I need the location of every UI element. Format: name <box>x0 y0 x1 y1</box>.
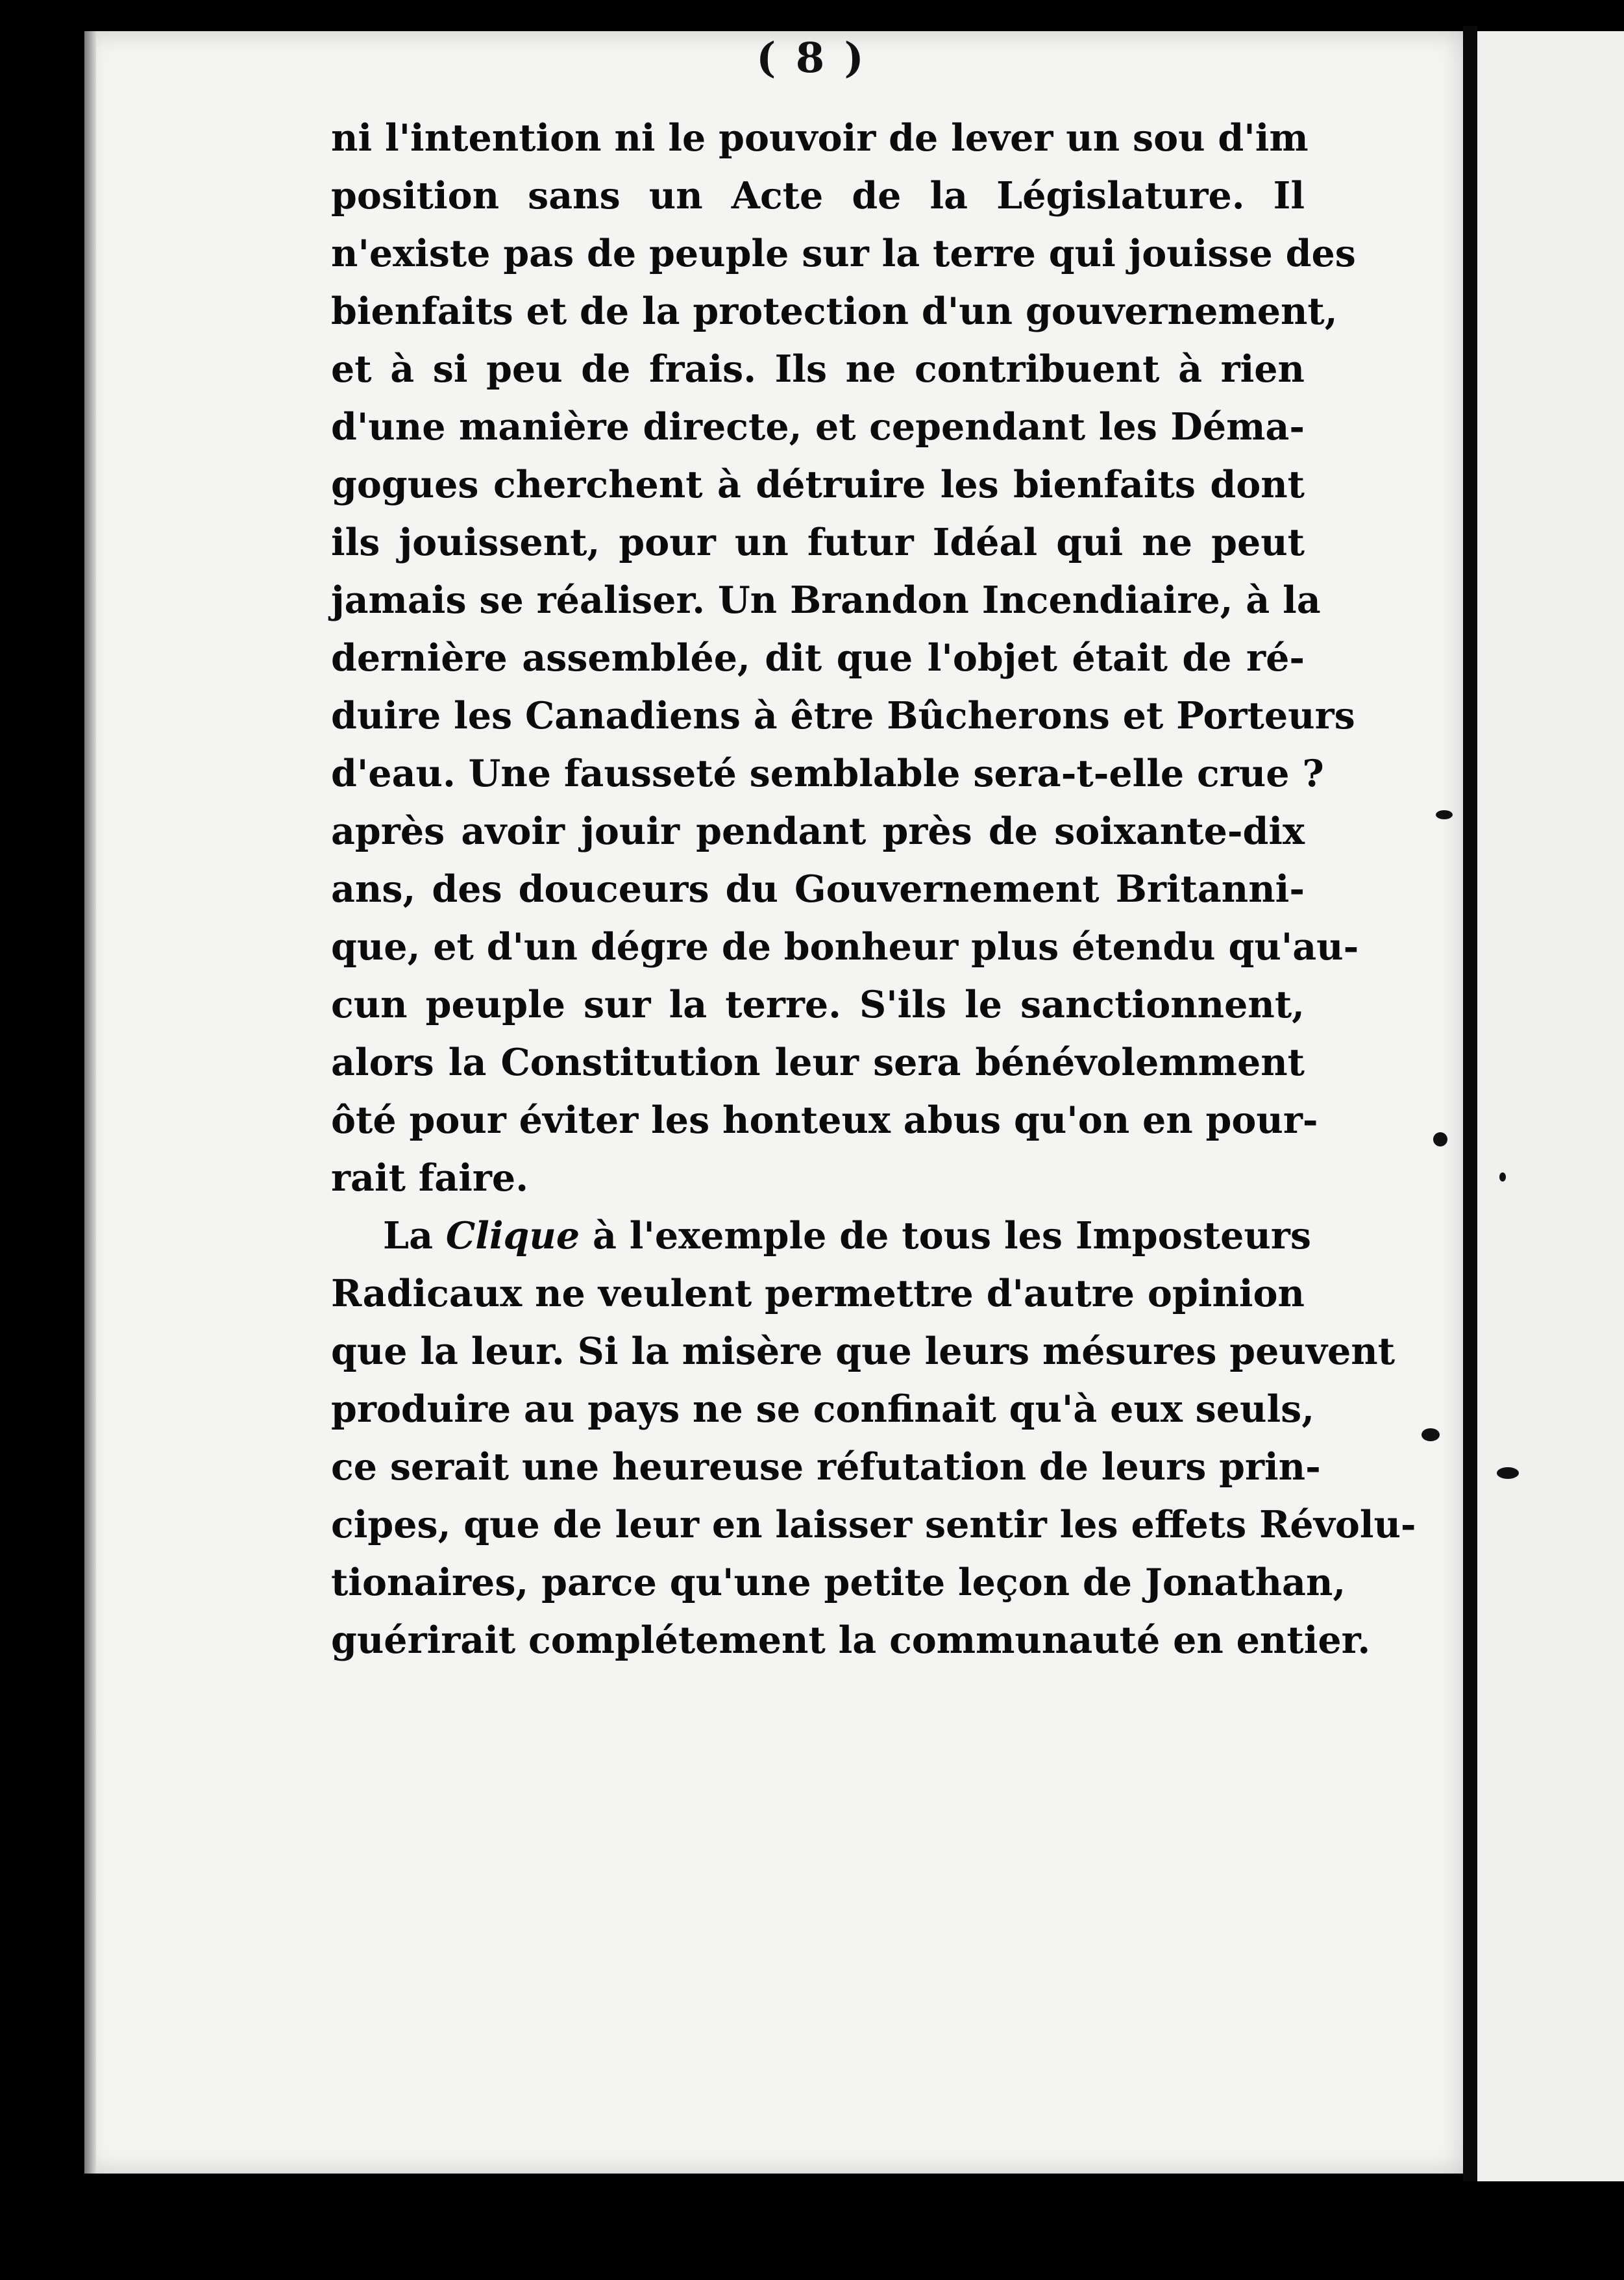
text-line-with-italic: La Clique à l'exemple de tous les Imposteurs <box>383 1214 1311 1258</box>
paragraph-2 <box>331 1207 1416 1669</box>
ink-fleck <box>1497 1467 1519 1479</box>
adjacent-page-strip <box>1477 31 1624 2181</box>
page-edge-shadow <box>84 31 96 2174</box>
text-line: bienfaits et de la protection d'un gouvernement, <box>331 290 1338 333</box>
ink-fleck <box>1421 1428 1440 1441</box>
italic-word: Clique <box>445 1214 580 1258</box>
page-number: ( 8 ) <box>756 34 867 82</box>
text-line: que la leur. Si la misère que leurs mésures peuvent <box>331 1330 1396 1373</box>
text-line: tionaires, parce qu'une petite leçon de Jonathan, <box>331 1561 1346 1604</box>
text-line: cun peuple sur la terre. S'ils le sanctionnent, <box>331 983 1305 1026</box>
text-line: d'eau. Une fausseté semblable sera-t-elle crue ? <box>331 752 1324 795</box>
text-line: et à si peu de frais. Ils ne contribuent à rien <box>331 347 1305 391</box>
body-text <box>331 109 1416 1669</box>
paragraph-1 <box>331 109 1359 1207</box>
binding-gutter <box>1463 26 1477 2181</box>
text-line: cipes, que de leur en laisser sentir les effets Révolu- <box>331 1503 1416 1546</box>
ink-fleck <box>1436 810 1453 819</box>
text-line: que, et d'un dégre de bonheur plus étendu qu'au- <box>331 925 1359 969</box>
text-line: jamais se réaliser. Un Brandon Incendiaire, à la <box>331 578 1321 622</box>
text-line: Radicaux ne veulent permettre d'autre opinion <box>331 1272 1305 1315</box>
text-line: dernière assemblée, dit que l'objet était de ré- <box>331 636 1305 680</box>
text-line: ôté pour éviter les honteux abus qu'on en pour- <box>331 1098 1318 1142</box>
text-line: ni l'intention ni le pouvoir de lever un sou d'im <box>331 116 1309 160</box>
text-line: ils jouissent, pour un futur Idéal qui ne peut <box>331 521 1305 564</box>
text-line: duire les Canadiens à être Bûcherons et Porteurs <box>331 694 1355 737</box>
text-line: ans, des douceurs du Gouvernement Britanni- <box>331 867 1305 911</box>
text-line: ce serait une heureuse réfutation de leurs prin- <box>331 1445 1321 1489</box>
text-line: position sans un Acte de la Législature. Il <box>331 174 1305 217</box>
text-line: alors la Constitution leur sera bénévolemment <box>331 1041 1305 1084</box>
text-line: gogues cherchent à détruire les bienfaits dont <box>331 463 1305 506</box>
text-line: après avoir jouir pendant près de soixante-dix <box>331 810 1305 853</box>
text-line: d'une manière directe, et cependant les Déma- <box>331 405 1305 449</box>
text-line: guérirait complétement la communauté en entier. <box>331 1618 1371 1662</box>
text-line: rait faire. <box>331 1156 529 1200</box>
text-line: n'existe pas de peuple sur la terre qui jouisse des <box>331 232 1356 275</box>
ink-fleck <box>1499 1172 1506 1182</box>
ink-fleck <box>1433 1132 1447 1146</box>
text-line: produire au pays ne se confinait qu'à eux seuls, <box>331 1387 1315 1431</box>
